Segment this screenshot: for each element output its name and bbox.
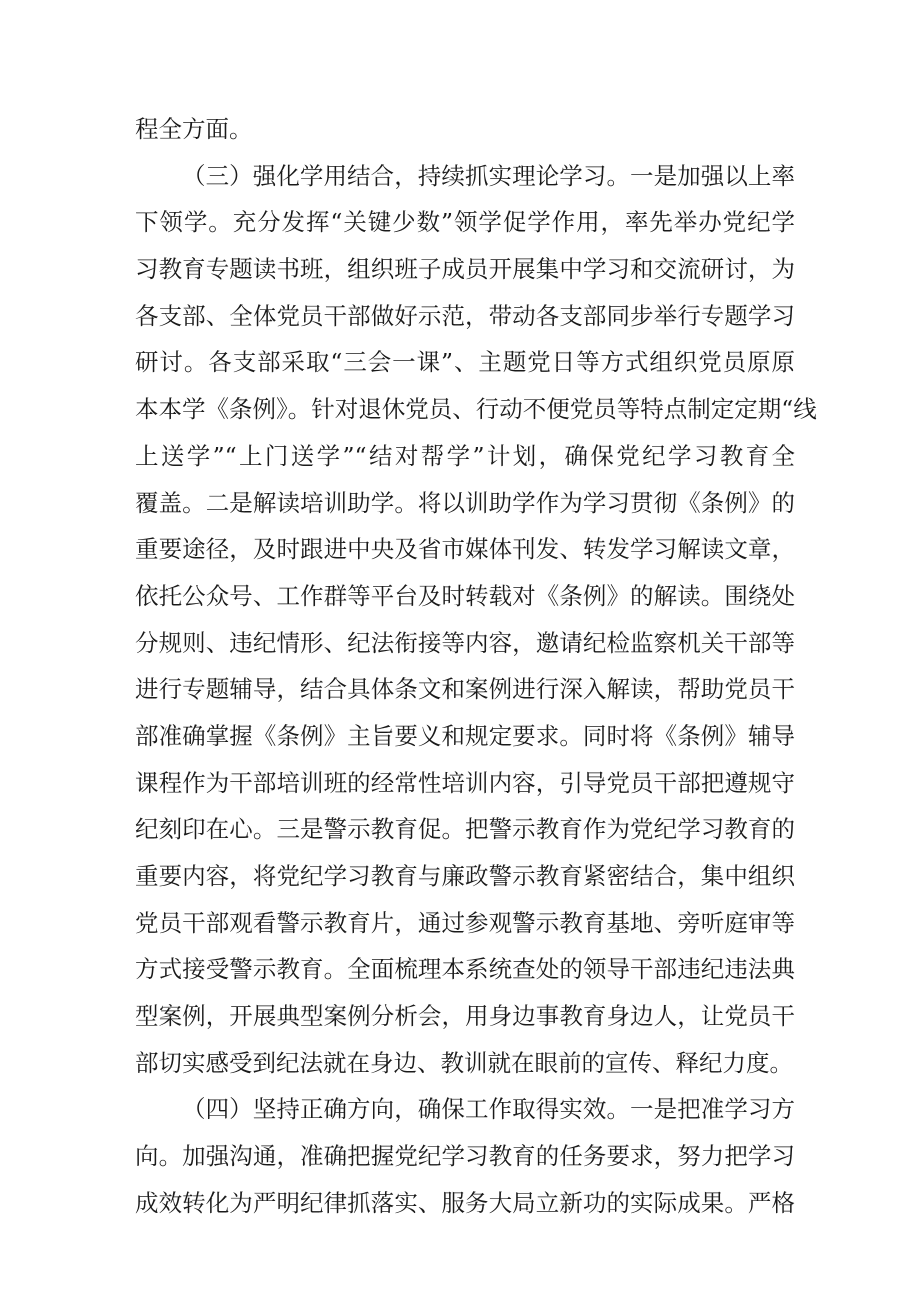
text-line: 覆盖。二是解读培训助学。将以训助学作为学习贯彻《条例》的 — [135, 488, 795, 517]
text-line: 依托公众号、工作群等平台及时转载对《条例》的解读。围绕处 — [135, 581, 795, 610]
text-line: 上送学”“上门送学”“结对帮学”计划，确保党纪学习教育全 — [135, 441, 795, 470]
text-line: 纪刻印在心。三是警示教育促。把警示教育作为党纪学习教育的 — [135, 815, 795, 844]
text-line: 各支部、全体党员干部做好示范，带动各支部同步举行专题学习 — [135, 301, 795, 330]
text-line: 重要内容，将党纪学习教育与廉政警示教育紧密结合，集中组织 — [135, 862, 795, 890]
text-line: 方式接受警示教育。全面梳理本系统查处的领导干部违纪违法典 — [135, 955, 795, 984]
text-line: 党员干部观看警示教育片，通过参观警示教育基地、旁听庭审等 — [135, 908, 795, 937]
text-line: 部切实感受到纪法就在身边、教训就在眼前的宣传、释纪力度。 — [135, 1048, 793, 1077]
text-line: 研讨。各支部采取“三会一课”、主题党日等方式组织党员原原 — [135, 348, 795, 377]
text-line: 进行专题辅导，结合具体条文和案例进行深入解读，帮助党员干 — [135, 675, 795, 704]
text-line: 习教育专题读书班，组织班子成员开展集中学习和交流研讨，为 — [135, 255, 795, 284]
body-text — [135, 106, 817, 1227]
text-line: 重要途径，及时跟进中央及省市媒体刊发、转发学习解读文章， — [135, 535, 795, 564]
text-line: 程全方面。 — [135, 115, 253, 143]
text-line: 下领学。充分发挥“关键少数”领学促学作用，率先举办党纪学 — [135, 208, 795, 237]
paragraph-first-line: （三）强化学用结合，持续抓实理论学习。一是加强以上率 — [182, 161, 795, 190]
text-line: 分规则、违纪情形、纪法衔接等内容，邀请纪检监察机关干部等 — [135, 628, 795, 657]
text-line: 部准确掌握《条例》主旨要义和规定要求。同时将《条例》辅导 — [135, 721, 795, 750]
text-line: 型案例，开展典型案例分析会，用身边事教育身边人，让党员干 — [135, 1002, 795, 1031]
text-line: 向。加强沟通，准确把握党纪学习教育的任务要求，努力把学习 — [135, 1142, 795, 1171]
text-line: 课程作为干部培训班的经常性培训内容，引导党员干部把遵规守 — [135, 768, 795, 797]
text-line: 成效转化为严明纪律抓落实、服务大局立新功的实际成果。严格 — [135, 1188, 795, 1217]
text-line: 本本学《条例》。针对退休党员、行动不便党员等特点制定定期“线 — [135, 395, 817, 424]
paragraph-first-line: （四）坚持正确方向，确保工作取得实效。一是把准学习方 — [182, 1095, 795, 1124]
